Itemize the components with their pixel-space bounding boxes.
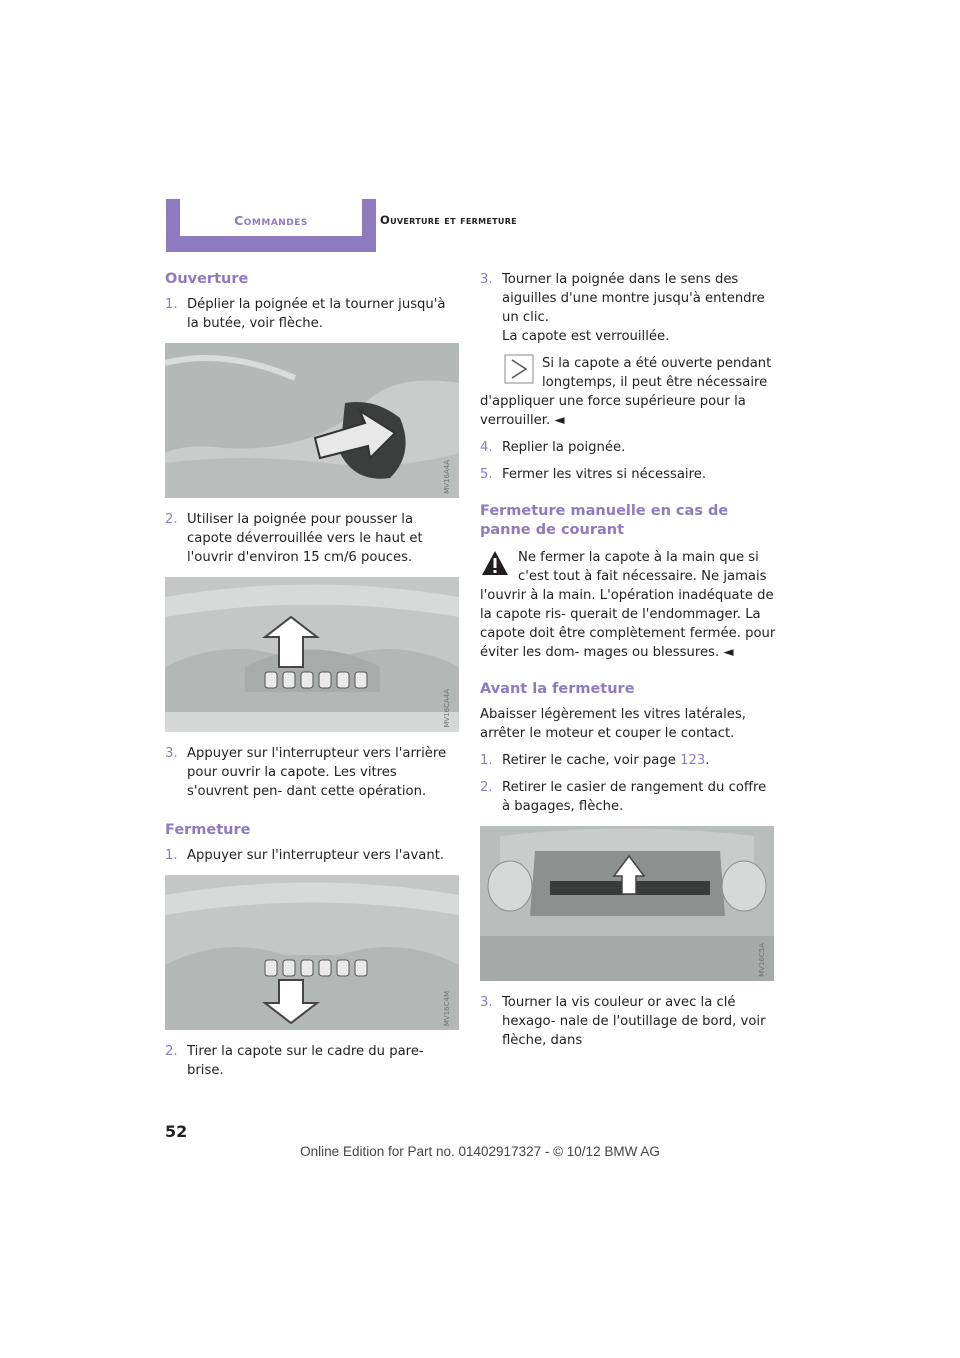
step-text: Fermer les vitres si nécessaire. xyxy=(502,467,707,482)
step-text: Tourner la poignée dans le sens des aiguilles d'une montre jusqu'à entendre un clic. xyxy=(502,272,765,325)
step-text: Utiliser la poignée pour pousser la capote déverrouillée vers le haut et l'ouvrir d'environ 15 cm/6 pouces. xyxy=(187,512,423,565)
section-title: Ouverture et fermeture xyxy=(380,213,517,227)
step-number: 1. xyxy=(165,297,178,312)
switch-close-illustration xyxy=(165,875,459,1030)
step-text: Appuyer sur l'interrupteur vers l'avant. xyxy=(187,848,445,863)
step-close-2 xyxy=(165,1042,460,1080)
page-link[interactable]: 123 xyxy=(680,753,706,768)
warning-text: Ne fermer la capote à la main que si c'est tout à fait nécessaire. Ne jamais l'ouvrir à la main. L'opération inadéquate de la capote ris- querait de l'endommager. La capote doit être complètement fermée. pour éviter les dom- mages ou blessures. xyxy=(480,550,776,660)
footer-text: Online Edition for Part no. 01402917327 - © 10/12 BMW AG xyxy=(300,1144,660,1159)
heading-ouverture: Ouverture xyxy=(165,271,249,287)
step-number: 1. xyxy=(165,848,178,863)
handle-illustration xyxy=(165,343,459,498)
step-number: 3. xyxy=(165,746,178,761)
step-text: Replier la poignée. xyxy=(502,440,626,455)
step-open-3 xyxy=(165,744,460,801)
step-number: 5. xyxy=(480,467,493,482)
left-column xyxy=(165,270,460,1088)
step-number: 2. xyxy=(480,780,493,795)
page-number: 52 xyxy=(165,1122,188,1141)
step-subtext: La capote est verrouillée. xyxy=(502,329,670,344)
step-text: Tourner la vis couleur or avec la clé hexago- nale de l'outillage de bord, voir flèche, dans xyxy=(502,995,766,1048)
step-text: Tirer la capote sur le cadre du pare-brise. xyxy=(187,1044,424,1078)
step-end: . xyxy=(705,753,710,768)
end-marker: ◄ xyxy=(554,413,565,428)
note-icon xyxy=(504,354,534,384)
step-before-2 xyxy=(480,778,776,816)
end-marker: ◄ xyxy=(723,645,734,660)
step-text: Appuyer sur l'interrupteur vers l'arrière pour ouvrir la capote. Les vitres s'ouvrent pen- dant cette opération. xyxy=(187,746,447,799)
figure-code: MV16A4A xyxy=(443,460,451,494)
step-open-2 xyxy=(165,510,460,567)
heading-fermeture: Fermeture xyxy=(165,822,251,838)
switch-open-illustration xyxy=(165,577,459,732)
figure-code: MV16C5A xyxy=(758,943,766,977)
step-open-1 xyxy=(165,295,460,333)
heading-fermeture-manuelle: Fermeture manuelle en cas de panne de courant xyxy=(480,503,729,538)
figure-switch-close xyxy=(165,875,459,1030)
step-close-5 xyxy=(480,465,776,484)
step-text: Retirer le cache, voir page xyxy=(502,753,681,768)
chapter-title: Commandes xyxy=(234,213,308,228)
step-close-4 xyxy=(480,438,776,457)
note-text: Si la capote a été ouverte pendant longtemps, il peut être nécessaire d'appliquer une force supérieure pour la verrouiller. xyxy=(480,356,772,428)
step-number: 3. xyxy=(480,995,493,1010)
step-number: 4. xyxy=(480,440,493,455)
warning-icon xyxy=(480,548,510,578)
step-text: Déplier la poignée et la tourner jusqu'à la butée, voir flèche. xyxy=(187,297,446,331)
step-number: 2. xyxy=(165,1044,178,1059)
note-block xyxy=(480,354,776,430)
trunk-illustration xyxy=(480,826,774,981)
chapter-tab xyxy=(166,199,376,252)
figure-code: MV16CA4A xyxy=(443,689,451,728)
right-column xyxy=(480,270,776,1058)
step-number: 1. xyxy=(480,753,493,768)
figure-trunk xyxy=(480,826,774,981)
step-before-1 xyxy=(480,751,776,770)
step-number: 2. xyxy=(165,512,178,527)
step-close-3 xyxy=(480,270,776,346)
figure-handle xyxy=(165,343,459,498)
step-before-3 xyxy=(480,993,776,1050)
figure-switch-open xyxy=(165,577,459,732)
heading-avant-fermeture: Avant la fermeture xyxy=(480,681,635,697)
intro-text: Abaisser légèrement les vitres latérales, arrêter le moteur et couper le contact. xyxy=(480,707,746,741)
step-close-1 xyxy=(165,846,460,865)
step-text: Retirer le casier de rangement du coffre à bagages, flèche. xyxy=(502,780,767,814)
figure-code: MV16C4M xyxy=(443,990,451,1026)
warning-block xyxy=(480,548,776,662)
step-number: 3. xyxy=(480,272,493,287)
